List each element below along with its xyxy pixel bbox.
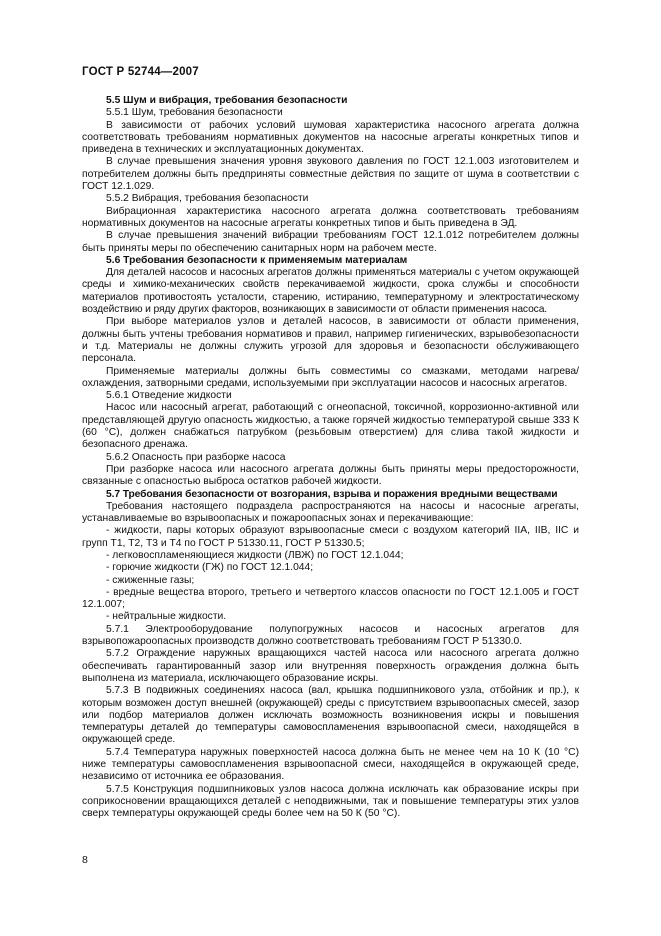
list-item: - вредные вещества второго, третьего и четвертого классов опасности по ГОСТ 12.1.005 и ГОСТ 12.1.007;	[82, 586, 579, 611]
body-paragraph: В случае превышения значения уровня звукового давления по ГОСТ 12.1.003 изготовителем и потребителем должны быть предприняты совместные действия по защите от шума в соответствии с ГОСТ 12.1.029.	[82, 156, 579, 193]
list-item: - жидкости, пары которых образуют взрывоопасные смеси с воздухом категорий IIA, IIB, IIC и групп Т1, Т2, Т3 и Т4 по ГОСТ Р 51330.11, ГОСТ Р 51330.5;	[82, 525, 579, 549]
list-item: - легковоспламеняющиеся жидкости (ЛВЖ) по ГОСТ 12.1.044;	[106, 549, 404, 561]
body-paragraph: При разборке насоса или насосного агрегата должны быть приняты меры предосторожности, связанные с опасностью выброса остатков рабочей жидкости.	[82, 463, 579, 488]
body-paragraph: 5.7.4 Температура наружных поверхностей насоса должна быть не менее чем на 10 К (10 °С) ниже температуры самовоспламенения взрывоопасной смеси, находящейся в окружающей среде, независимо от источника ее образования.	[82, 746, 579, 783]
body-paragraph: Для деталей насосов и насосных агрегатов должны применяться материалы с учетом окружающей среды и химико-механических свойств перекачиваемой жидкости, срока службы и способности материалов противостоять усталости, старению, истиранию, температурному и электростатическому воздействию и ряду других факторов, возникающих в зависимости от области применения насоса.	[82, 267, 579, 316]
section-heading-5-5: 5.5 Шум и вибрация, требования безопасности	[106, 95, 348, 106]
body-paragraph: Насос или насосный агрегат, работающий с огнеопасной, токсичной, коррозионно-активной или представляющей другую опасность жидкостью, а также горячей жидкостью температурой свыше 333 К (60 °С), должен снабжаться патрубком (резьбовым отверстием) для слива такой жидкости и безопасного дренажа.	[82, 402, 579, 451]
section-heading-5-6: 5.6 Требования безопасности к применяемым материалам	[106, 254, 408, 266]
subsection-title: 5.6.2 Опасность при разборке насоса	[106, 451, 286, 463]
body-paragraph: 5.7.3 В подвижных соединениях насоса (вал, крышка подшипникового узла, отбойник и пр.), к которым возможен доступ внешней (окружающей) среды с присутствием взрывоопасных смесей, зазор или подбор материалов должен исключать возможность возникновения искры и повышения температуры деталей до температуры самовоспламенения взрывоопасной смеси, находящейся в окружающей среде.	[82, 685, 579, 746]
subsection-title: 5.5.2 Вибрация, требования безопасности	[106, 193, 309, 205]
section-heading-5-7: 5.7 Требования безопасности от возгорания, взрыва и поражения вредными веществами	[106, 488, 558, 500]
list-item: - горючие жидкости (ГЖ) по ГОСТ 12.1.044;	[106, 562, 314, 574]
document-code-header: ГОСТ Р 52744—2007	[82, 66, 199, 78]
body-paragraph: В случае превышения значений вибрации требованиям ГОСТ 12.1.012 потребителем должны быть приняты меры по обеспечению санитарных норм на рабочем месте.	[82, 230, 579, 254]
body-paragraph: 5.7.2 Ограждение наружных вращающихся частей насоса или насосного агрегата должно обеспечивать гарантированный зазор или внутренняя поверхность ограждения должна быть выполнена из материала, исключающего образование искры.	[82, 648, 579, 684]
body-paragraph: 5.7.5 Конструкция подшипниковых узлов насоса должна исключать как образование искры при соприкосновении вращающихся деталей с неподвижными, так и повышение температуры этих узлов сверх температуры окружающей среды более чем на 50 К (50 °С).	[82, 783, 579, 820]
subsection-title: 5.5.1 Шум, требования безопасности	[106, 107, 283, 119]
body-paragraph: Вибрационная характеристика насосного агрегата должна соответствовать требованиям нормативных документов на насосные агрегаты конкретных типов и быть приведена в ЭД.	[82, 205, 579, 229]
list-item: - сжиженные газы;	[106, 574, 195, 586]
body-paragraph: 5.7.1 Электрооборудование полупогружных насосов и насосных агрегатов для взрывопожароопасных производств должно соответствовать требованиям ГОСТ Р 51330.0.	[82, 623, 579, 648]
body-paragraph: В зависимости от рабочих условий шумовая характеристика насосного агрегата должна соответствовать требованиям нормативных документов на насосные агрегаты конкретных типов и приведена в технических и эксплуатационных документах.	[82, 119, 579, 156]
subsection-title: 5.6.1 Отведение жидкости	[106, 390, 232, 402]
body-paragraph: Применяемые материалы должны быть совместимы со смазками, методами нагрева/охлаждения, затворными средами, используемыми при эксплуатации насосов и насосных агрегатов.	[82, 365, 579, 389]
body-paragraph: При выборе материалов узлов и деталей насосов, в зависимости от области применения, должны быть учтены требования нормативов и правил, например гигиенических, взрывобезопасности и т.д. Материалы не должны служить угрозой для здоровья и безопасности обслуживающего персонала.	[82, 316, 579, 365]
list-item: - нейтральные жидкости.	[106, 611, 227, 623]
body-paragraph: Требования настоящего подраздела распространяются на насосы и насосные агрегаты, устанавливаемые во взрывоопасных и пожароопасных зонах и перекачивающие:	[82, 500, 579, 525]
document-body	[82, 95, 579, 821]
page-number: 8	[82, 854, 88, 866]
